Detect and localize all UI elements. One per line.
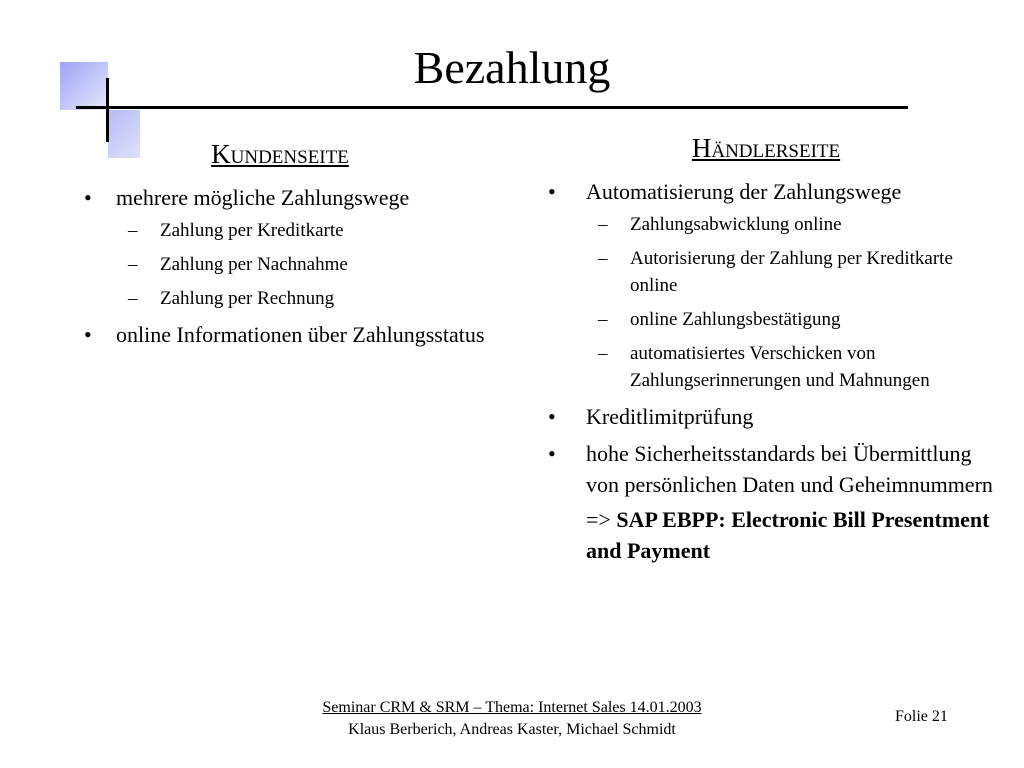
- sub-list-item: – Zahlung per Nachnahme: [128, 254, 348, 275]
- footer: [250, 697, 774, 741]
- sap-ebpp-note: => SAP EBPP: Electronic Bill Presentment and Payment: [586, 507, 990, 563]
- bullet: •: [84, 185, 92, 210]
- left-list: [60, 182, 500, 350]
- list-item: • hohe Sicherheitsstandards bei Übermittlung von persönlichen Daten und Geheimnummern: [530, 438, 1000, 500]
- title-rule: [76, 106, 908, 109]
- sub-list-item: – Autorisierung der Zahlung per Kreditkarte online: [598, 248, 953, 296]
- sub-list-item: – online Zahlungsbestätigung: [598, 309, 841, 330]
- left-column: [60, 138, 500, 356]
- slide-title: Bezahlung: [413, 42, 611, 93]
- sub-list: [116, 217, 500, 312]
- sub-list-item: – Zahlungsabwicklung online: [598, 214, 842, 235]
- bullet: •: [548, 179, 556, 204]
- sub-list-item: – Zahlung per Kreditkarte: [128, 220, 344, 241]
- footer-authors: Klaus Berberich, Andreas Kaster, Michael Schmidt: [348, 721, 676, 738]
- bullet: •: [84, 322, 92, 347]
- left-heading: Kundenseite: [211, 139, 349, 169]
- footer-seminar-link[interactable]: Seminar CRM & SRM – Thema: Internet Sales 14.01.2003: [322, 699, 702, 716]
- list-item: • mehrere mögliche Zahlungswege – Zahlung per Kreditkarte – Zahlung per Nachnahme – Zahlung per Rechnung: [60, 182, 500, 312]
- right-heading: Händlerseite: [691, 133, 841, 163]
- list-item: • Automatisierung der Zahlungswege – Zahlungsabwicklung online – Autorisierung der Zahlung per Kreditkarte online – online Zahlungsbestätigung – automatisiertes Verschicken von Zahlungserinnerungen und Mahnungen: [530, 176, 1000, 394]
- list-item: • Kreditlimitprüfung: [530, 401, 1000, 432]
- slide-number: Folie 21: [895, 708, 948, 725]
- right-list: [530, 176, 1000, 500]
- bullet: •: [548, 441, 556, 466]
- sub-list-item: – Zahlung per Rechnung: [128, 288, 335, 309]
- list-item: • online Informationen über Zahlungsstatus: [60, 319, 500, 350]
- right-column: [530, 132, 1000, 566]
- sub-list-item: – automatisiertes Verschicken von Zahlungserinnerungen und Mahnungen: [598, 343, 930, 391]
- bullet: •: [548, 404, 556, 429]
- sub-list: [586, 211, 1000, 394]
